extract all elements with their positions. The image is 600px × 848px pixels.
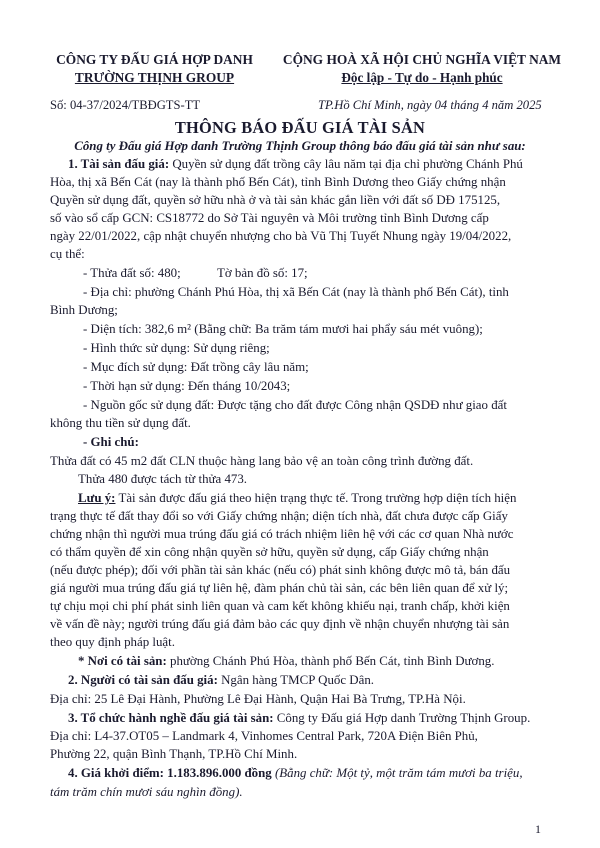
address-line-2: Bình Dương; (50, 303, 118, 317)
parcel-number: - Thửa đất số: 480; (83, 266, 181, 280)
starting-price-label: 4. Giá khởi điểm: 1.183.896.000 đồng (68, 766, 272, 780)
section-1-label: 1. Tài sản đấu giá: (68, 157, 170, 171)
caution-line-8: về vấn đề này; người trúng đấu giá đảm bảo các quy định về nhận chuyển nhượng tài sản (50, 617, 510, 631)
usage-purpose-line: - Mục đích sử dụng: Đất trồng cây lâu năm; (83, 360, 309, 374)
company-header (52, 51, 257, 87)
starting-price-words-2: tám trăm chín mươi sáu nghìn đồng). (50, 785, 243, 799)
note-label: - Ghi chú: (83, 435, 139, 449)
caution-line-7: tự chịu mọi chi phí phát sinh liên quan và cam kết không khiếu nại, tranh chấp, khởi kiện (50, 599, 510, 613)
map-sheet-number: Tờ bản đồ số: 17; (217, 266, 308, 280)
company-group: TRƯỜNG THỊNH GROUP (74, 70, 235, 85)
asset-location-line (78, 654, 494, 669)
section-2-address: Địa chỉ: 25 Lê Đại Hành, Phường Lê Đại Hành, Quận Hai Bà Trưng, TP.Hà Nội. (50, 692, 466, 706)
section-1-line-4: số vào sổ cấp GCN: CS18772 do Sở Tài nguyên và Môi trường tỉnh Bình Dương cấp (50, 211, 489, 225)
asset-location-label: * Nơi có tài sản: (78, 654, 167, 668)
company-name: CÔNG TY ĐẤU GIÁ HỢP DANH (56, 52, 253, 67)
address-line-1: - Địa chỉ: phường Chánh Phú Hòa, thị xã Bến Cát (nay là thành phố Bến Cát), tỉnh (83, 285, 509, 299)
caution-label: Lưu ý: (78, 491, 116, 505)
caution-line-4: có thẩm quyền để xin công nhận quyền sở hữu, quyền sử dụng, cấp Giấy chứng nhận (50, 545, 489, 559)
section-1-line-6: cụ thể: (50, 247, 85, 261)
section-1-line-2: Hòa, thị xã Bến Cát (nay là thành phố Bến Cát), tỉnh Bình Dương theo Giấy chứng nhận (50, 175, 506, 189)
origin-line-2: không thu tiền sử dụng đất. (50, 416, 191, 430)
national-motto: Độc lập - Tự do - Hạnh phúc (341, 70, 503, 85)
page-number: 1 (535, 822, 541, 836)
national-header (262, 51, 582, 86)
area-line: - Diện tích: 382,6 m² (Bằng chữ: Ba trăm tám mươi hai phẩy sáu mét vuông); (83, 322, 483, 336)
section-1-line-3: Quyền sử dụng đất, quyền sở hữu nhà ở và tài sản khác gắn liền với đất số DĐ 175125, (50, 193, 501, 207)
usage-term-line: - Thời hạn sử dụng: Đến tháng 10/2043; (83, 379, 291, 393)
section-3-address-2: Phường 22, quận Bình Thạnh, TP.Hồ Chí Minh. (50, 747, 298, 761)
section-4-line (68, 766, 523, 781)
caution-text: Tài sản được đấu giá theo hiện trạng thực tế. Trong trường hợp diện tích hiện (115, 491, 517, 505)
origin-line-1: - Nguồn gốc sử dụng đất: Được tặng cho đất được Công nhận QSDĐ như giao đất (83, 398, 507, 412)
document-number: Số: 04-37/2024/TBĐGTS-TT (50, 98, 201, 112)
note-line-2: Thửa 480 được tách từ thửa 473. (78, 472, 248, 486)
section-3-line (68, 711, 530, 726)
starting-price-words-1: (Bằng chữ: Một tỷ, một trăm tám mươi ba triệu, (271, 766, 523, 780)
caution-line-5: (nếu được phép); đối với phần tài sản khác (nếu có) phát sinh không được mô tả, bán đấu (50, 563, 511, 577)
section-3-value: Công ty Đấu giá Hợp danh Trường Thịnh Group. (273, 711, 531, 725)
section-1-text: Quyền sử dụng đất trồng cây lâu năm tại địa chỉ phường Chánh Phú (169, 157, 523, 171)
section-3-address-1: Địa chỉ: L4-37.OT05 – Landmark 4, Vinhomes Central Park, 720A Điện Biên Phủ, (50, 729, 478, 743)
caution-line-1 (78, 491, 516, 506)
document-date: TP.Hồ Chí Minh, ngày 04 tháng 4 năm 2025 (318, 98, 542, 112)
section-1-line-5: ngày 22/01/2022, cập nhật chuyển nhượng cho bà Vũ Thị Tuyết Nhung ngày 19/04/2022, (50, 229, 512, 243)
national-title: CỘNG HOÀ XÃ HỘI CHỦ NGHĨA VIỆT NAM (282, 52, 562, 67)
section-1-line-1 (68, 157, 523, 172)
usage-form-line: - Hình thức sử dụng: Sử dụng riêng; (83, 341, 270, 355)
asset-location-value: phường Chánh Phú Hòa, thành phố Bến Cát, tỉnh Bình Dương. (166, 654, 495, 668)
section-2-value: Ngân hàng TMCP Quốc Dân. (217, 673, 374, 687)
section-2-line (68, 673, 374, 688)
intro-line: Công ty Đấu giá Hợp danh Trường Thịnh Group thông báo đấu giá tài sản như sau: (74, 139, 526, 153)
caution-line-3: chứng nhận thì người mua trúng đấu giá có trách nhiệm liên hệ với các cơ quan Nhà nước (50, 527, 514, 541)
page-title: THÔNG BÁO ĐẤU GIÁ TÀI SẢN (174, 118, 426, 137)
section-2-label: 2. Người có tài sản đấu giá: (68, 673, 218, 687)
caution-line-6: giá người mua trúng đấu giá tự liên hệ, đàm phán chủ tài sản, các bên liên quan để xử lý; (50, 581, 509, 595)
caution-line-2: trạng thực tế đất thay đổi so với Giấy chứng nhận; diện tích nhà, đất chưa được cấp Giấy (50, 509, 508, 523)
section-3-label: 3. Tổ chức hành nghề đấu giá tài sản: (68, 711, 274, 725)
caution-line-9: theo quy định pháp luật. (50, 635, 175, 649)
note-line-1: Thửa đất có 45 m2 đất CLN thuộc hàng lang bảo vệ an toàn công trình đường đất. (50, 454, 474, 468)
